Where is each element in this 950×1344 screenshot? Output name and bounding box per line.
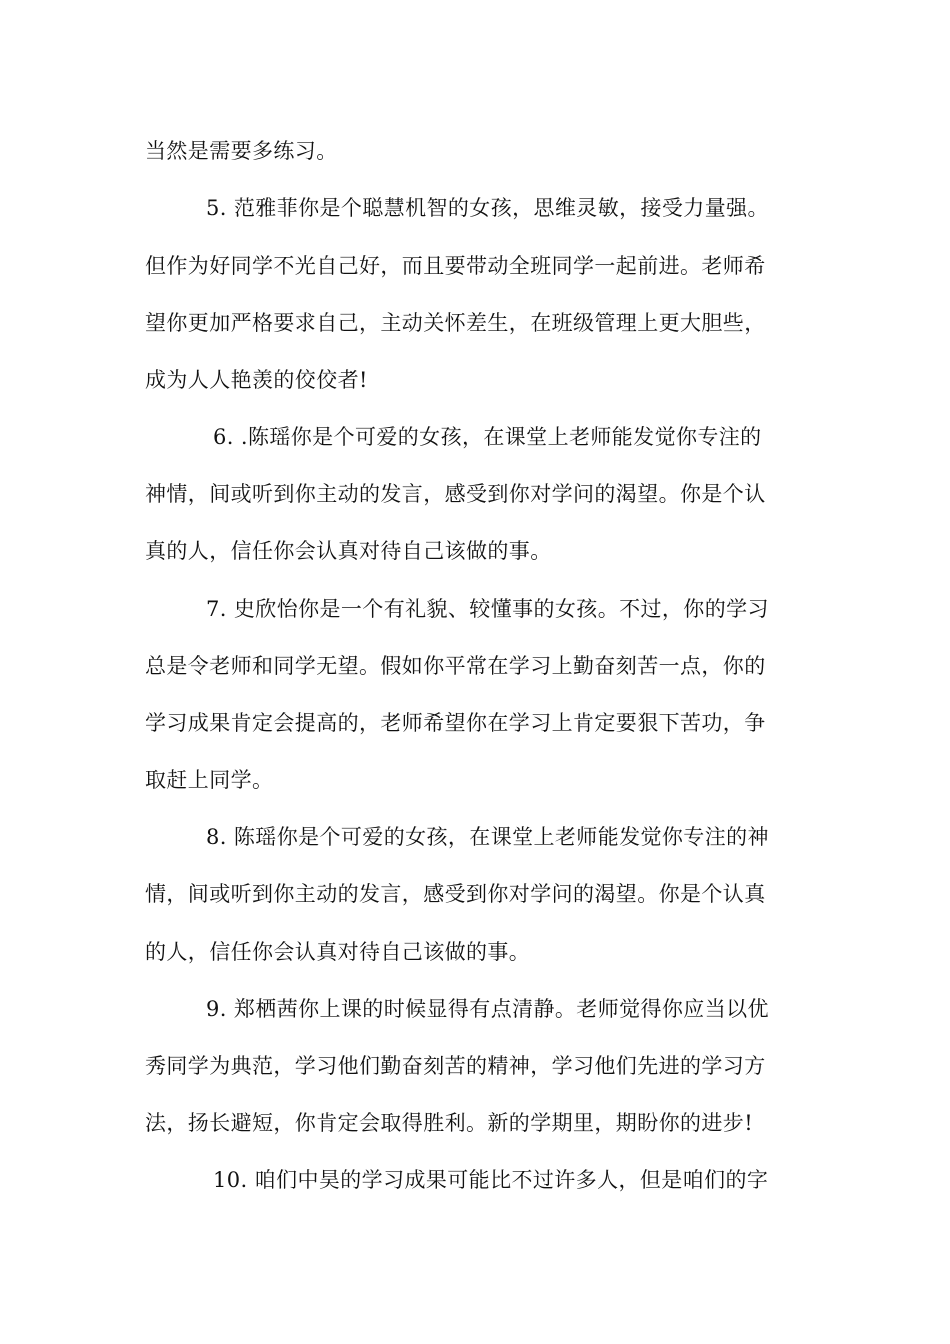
text-line: 总是令老师和同学无望。假如你平常在学习上勤奋刻苦一点，你的 [145, 654, 766, 678]
text-line: 真的人，信任你会认真对待自己该做的事。 [145, 539, 552, 563]
text-line: 的人，信任你会认真对待自己该做的事。 [145, 940, 531, 964]
paragraph-10-start: 10. 咱们中昊的学习成果可能比不过许多人，但是咱们的字 [213, 1168, 769, 1192]
paragraph-9-start: 9. 郑栖茜你上课的时候显得有点清静。老师觉得你应当以优 [206, 997, 769, 1021]
text-line: 神情，间或听到你主动的发言，感受到你对学问的渴望。你是个认 [145, 482, 766, 506]
text-line: 成为人人艳羡的佼佼者! [145, 368, 368, 392]
text-line: 望你更加严格要求自己，主动关怀差生，在班级管理上更大胆些， [145, 311, 766, 335]
text-line: 秀同学为典范，学习他们勤奋刻苦的精神，学习他们先进的学习方 [145, 1054, 766, 1078]
text-line: 取赶上同学。 [145, 768, 274, 792]
paragraph-7-start: 7. 史欣怡你是一个有礼貌、较懂事的女孩。不过，你的学习 [206, 597, 769, 621]
paragraph-5-start: 5. 范雅菲你是个聪慧机智的女孩，思维灵敏，接受力量强。 [206, 196, 769, 220]
text-line: 法，扬长避短，你肯定会取得胜利。新的学期里，期盼你的进步! [145, 1111, 754, 1135]
text-line: 情，间或听到你主动的发言，感受到你对学问的渴望。你是个认真 [145, 882, 766, 906]
text-line: 当然是需要多练习。 [145, 139, 338, 163]
text-line: 学习成果肯定会提高的，老师希望你在学习上肯定要狠下苦功，争 [145, 711, 766, 735]
paragraph-8-start: 8. 陈瑶你是个可爱的女孩，在课堂上老师能发觉你专注的神 [206, 825, 769, 849]
paragraph-6-start: 6. .陈瑶你是个可爱的女孩，在课堂上老师能发觉你专注的 [213, 425, 762, 449]
text-line: 但作为好同学不光自己好，而且要带动全班同学一起前进。老师希 [145, 254, 766, 278]
